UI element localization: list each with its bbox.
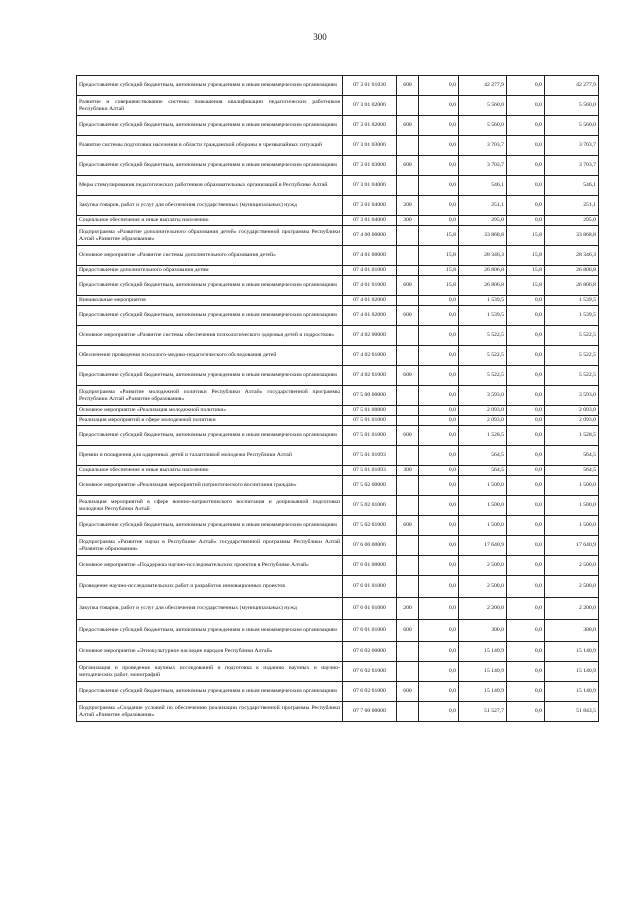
- row-value-1-cell: 0,0: [419, 156, 459, 176]
- row-value-1-cell: 15,8: [419, 266, 459, 276]
- table-row: [77, 416, 599, 426]
- row-code-cell: 07 3 01 03000: [343, 136, 397, 156]
- row-value-1-cell: 15,8: [419, 226, 459, 246]
- row-expense-type-cell: 600: [397, 276, 419, 296]
- row-value-3-cell: 0,0: [507, 76, 545, 96]
- row-value-2-cell: 1 500,0: [459, 516, 507, 536]
- row-value-3-cell: 0,0: [507, 416, 545, 426]
- row-value-3-cell: 0,0: [507, 516, 545, 536]
- row-name-cell: Предоставление субсидий бюджетным, автономным учреждениям и иным некоммерческим организациям: [77, 620, 343, 642]
- row-name-cell: Проведение научно-исследовательских работ и разработок инновационных проектов: [77, 576, 343, 598]
- row-value-4-cell: 3 593,0: [545, 386, 599, 406]
- row-value-4-cell: 17 640,9: [545, 536, 599, 556]
- row-value-3-cell: 0,0: [507, 642, 545, 662]
- row-value-3-cell: 0,0: [507, 386, 545, 406]
- row-value-4-cell: 1 500,0: [545, 476, 599, 496]
- table-row: [77, 446, 599, 466]
- table-row: [77, 136, 599, 156]
- row-value-1-cell: 0,0: [419, 576, 459, 598]
- row-expense-type-cell: [397, 136, 419, 156]
- row-expense-type-cell: 200: [397, 196, 419, 216]
- table-row: [77, 476, 599, 496]
- row-value-2-cell: 1 528,5: [459, 426, 507, 446]
- row-value-2-cell: 51 527,7: [459, 702, 507, 722]
- table-row: [77, 662, 599, 682]
- row-expense-type-cell: [397, 446, 419, 466]
- row-value-4-cell: 3 703,7: [545, 136, 599, 156]
- row-value-2-cell: 564,5: [459, 446, 507, 466]
- row-value-1-cell: 0,0: [419, 598, 459, 620]
- row-expense-type-cell: [397, 476, 419, 496]
- row-name-cell: Развитие и совершенствование системы повышения квалификации педагогических работников Республики Алтай: [77, 96, 343, 116]
- row-name-cell: Основное мероприятие «Реализация мероприятий патриотического воспитания граждан»: [77, 476, 343, 496]
- row-value-3-cell: 0,0: [507, 620, 545, 642]
- row-value-4-cell: 2 093,0: [545, 416, 599, 426]
- row-value-1-cell: 0,0: [419, 476, 459, 496]
- row-value-1-cell: 0,0: [419, 406, 459, 416]
- row-expense-type-cell: 600: [397, 76, 419, 96]
- row-value-2-cell: 28 346,3: [459, 246, 507, 266]
- row-value-3-cell: 0,0: [507, 96, 545, 116]
- row-expense-type-cell: 600: [397, 366, 419, 386]
- row-value-4-cell: 295,0: [545, 216, 599, 226]
- row-name-cell: Основное мероприятие «Развитие системы обеспечения психологического здоровья детей и подростков»: [77, 326, 343, 346]
- row-value-2-cell: 564,5: [459, 466, 507, 476]
- row-expense-type-cell: [397, 346, 419, 366]
- row-value-3-cell: 0,0: [507, 576, 545, 598]
- row-value-3-cell: 0,0: [507, 406, 545, 416]
- row-name-cell: Обеспечение проведения психолого-медико-педагогического обследования детей: [77, 346, 343, 366]
- row-value-2-cell: 3 703,7: [459, 136, 507, 156]
- table-row: [77, 306, 599, 326]
- row-value-4-cell: 1 528,5: [545, 426, 599, 446]
- row-name-cell: Внешкольные мероприятия: [77, 296, 343, 306]
- row-value-4-cell: 15 140,9: [545, 662, 599, 682]
- row-value-3-cell: 0,0: [507, 702, 545, 722]
- row-expense-type-cell: [397, 296, 419, 306]
- table-row: [77, 386, 599, 406]
- row-value-3-cell: 0,0: [507, 366, 545, 386]
- row-value-1-cell: 0,0: [419, 346, 459, 366]
- row-value-3-cell: 0,0: [507, 326, 545, 346]
- row-value-4-cell: 251,1: [545, 196, 599, 216]
- row-value-1-cell: 0,0: [419, 306, 459, 326]
- row-value-2-cell: 546,1: [459, 176, 507, 196]
- row-value-3-cell: 0,0: [507, 196, 545, 216]
- row-expense-type-cell: 600: [397, 306, 419, 326]
- row-expense-type-cell: [397, 386, 419, 406]
- row-expense-type-cell: 600: [397, 682, 419, 702]
- row-code-cell: 07 3 01 03000: [343, 156, 397, 176]
- row-value-3-cell: 15,8: [507, 246, 545, 266]
- row-expense-type-cell: [397, 226, 419, 246]
- table-row: [77, 702, 599, 722]
- row-name-cell: Основное мероприятие «Этнокультурное наследие народов Республики Алтай»: [77, 642, 343, 662]
- row-code-cell: 07 3 01 02000: [343, 96, 397, 116]
- row-value-2-cell: 17 640,9: [459, 536, 507, 556]
- table-row: [77, 196, 599, 216]
- table-row: [77, 76, 599, 96]
- row-value-1-cell: 0,0: [419, 446, 459, 466]
- row-expense-type-cell: [397, 96, 419, 116]
- row-value-2-cell: 26 806,8: [459, 276, 507, 296]
- row-value-4-cell: 5 560,0: [545, 96, 599, 116]
- row-value-4-cell: 1 500,0: [545, 496, 599, 516]
- row-value-3-cell: 0,0: [507, 306, 545, 326]
- row-value-1-cell: 0,0: [419, 682, 459, 702]
- row-code-cell: 07 6 02 01000: [343, 682, 397, 702]
- row-code-cell: 07 4 00 00000: [343, 226, 397, 246]
- row-value-4-cell: 564,5: [545, 466, 599, 476]
- row-code-cell: 07 4 02 01000: [343, 346, 397, 366]
- table-row: [77, 326, 599, 346]
- row-value-1-cell: 0,0: [419, 556, 459, 576]
- row-expense-type-cell: [397, 266, 419, 276]
- row-expense-type-cell: 600: [397, 620, 419, 642]
- row-value-4-cell: 2 500,0: [545, 576, 599, 598]
- row-expense-type-cell: [397, 416, 419, 426]
- table-row: [77, 216, 599, 226]
- row-value-1-cell: 0,0: [419, 176, 459, 196]
- table-row: [77, 426, 599, 446]
- row-expense-type-cell: [397, 536, 419, 556]
- row-code-cell: 07 7 00 00000: [343, 702, 397, 722]
- row-value-3-cell: 0,0: [507, 476, 545, 496]
- table-row: [77, 620, 599, 642]
- row-expense-type-cell: 600: [397, 426, 419, 446]
- row-value-3-cell: 0,0: [507, 536, 545, 556]
- row-value-2-cell: 26 806,8: [459, 266, 507, 276]
- row-value-1-cell: 0,0: [419, 662, 459, 682]
- row-expense-type-cell: [397, 406, 419, 416]
- row-value-3-cell: 0,0: [507, 556, 545, 576]
- row-value-2-cell: 251,1: [459, 196, 507, 216]
- row-value-4-cell: 564,5: [545, 446, 599, 466]
- row-value-1-cell: 0,0: [419, 620, 459, 642]
- table-row: [77, 96, 599, 116]
- row-name-cell: Основное мероприятие «Развитие системы дополнительного образования детей»: [77, 246, 343, 266]
- row-value-1-cell: 15,8: [419, 276, 459, 296]
- row-value-2-cell: 1 539,5: [459, 306, 507, 326]
- row-expense-type-cell: 600: [397, 516, 419, 536]
- row-value-1-cell: 0,0: [419, 196, 459, 216]
- row-value-3-cell: 15,8: [507, 226, 545, 246]
- row-name-cell: Закупка товаров, работ и услуг для обеспечения государственных (муниципальных) нужд: [77, 196, 343, 216]
- row-value-1-cell: 15,8: [419, 246, 459, 266]
- row-code-cell: 07 6 02 01000: [343, 662, 397, 682]
- row-name-cell: Предоставление субсидий бюджетным, автономным учреждениям и иным некоммерческим организациям: [77, 516, 343, 536]
- row-value-4-cell: 5 522,5: [545, 326, 599, 346]
- row-value-1-cell: 0,0: [419, 76, 459, 96]
- budget-table-body: [77, 76, 599, 722]
- row-expense-type-cell: [397, 326, 419, 346]
- row-name-cell: Подпрограмма «Создание условий по обеспечению реализации государственной программы Республики Алтай «Развитие образования»: [77, 702, 343, 722]
- row-value-4-cell: 2 093,0: [545, 406, 599, 416]
- row-name-cell: Основное мероприятие «Реализация молодежной политики»: [77, 406, 343, 416]
- row-value-1-cell: 0,0: [419, 702, 459, 722]
- row-value-4-cell: 42 277,9: [545, 76, 599, 96]
- row-value-2-cell: 5 522,5: [459, 366, 507, 386]
- row-code-cell: 07 3 01 04000: [343, 216, 397, 226]
- row-value-1-cell: 0,0: [419, 642, 459, 662]
- row-expense-type-cell: 600: [397, 116, 419, 136]
- row-value-4-cell: 15 140,9: [545, 682, 599, 702]
- row-expense-type-cell: [397, 576, 419, 598]
- row-value-3-cell: 0,0: [507, 466, 545, 476]
- row-value-1-cell: 0,0: [419, 326, 459, 346]
- row-value-2-cell: 2 200,0: [459, 598, 507, 620]
- row-value-1-cell: 0,0: [419, 386, 459, 406]
- row-value-1-cell: 0,0: [419, 96, 459, 116]
- row-value-2-cell: 5 560,0: [459, 116, 507, 136]
- row-code-cell: 07 5 00 00000: [343, 386, 397, 406]
- row-code-cell: 07 5 01 01000: [343, 426, 397, 446]
- table-row: [77, 466, 599, 476]
- row-value-3-cell: 0,0: [507, 136, 545, 156]
- row-expense-type-cell: [397, 662, 419, 682]
- row-value-4-cell: 1 539,5: [545, 296, 599, 306]
- row-value-2-cell: 300,0: [459, 620, 507, 642]
- row-value-4-cell: 300,0: [545, 620, 599, 642]
- row-name-cell: Организация и проведение научных исследований и подготовка к изданию научных и научно-методических работ, монографий: [77, 662, 343, 682]
- row-value-4-cell: 1 500,0: [545, 516, 599, 536]
- row-value-4-cell: 5 560,0: [545, 116, 599, 136]
- row-value-1-cell: 0,0: [419, 466, 459, 476]
- row-value-1-cell: 0,0: [419, 296, 459, 306]
- row-value-3-cell: 0,0: [507, 176, 545, 196]
- row-code-cell: 07 6 01 01000: [343, 598, 397, 620]
- row-code-cell: 07 4 01 01000: [343, 266, 397, 276]
- row-name-cell: Социальное обеспечение и иные выплаты населению: [77, 216, 343, 226]
- table-row: [77, 366, 599, 386]
- row-code-cell: 07 3 01 02000: [343, 116, 397, 136]
- row-value-2-cell: 1 500,0: [459, 476, 507, 496]
- table-row: [77, 516, 599, 536]
- row-code-cell: 07 5 01 00000: [343, 406, 397, 416]
- row-expense-type-cell: 600: [397, 156, 419, 176]
- row-value-3-cell: 0,0: [507, 156, 545, 176]
- row-value-3-cell: 15,8: [507, 276, 545, 296]
- row-expense-type-cell: 300: [397, 216, 419, 226]
- row-value-2-cell: 3 703,7: [459, 156, 507, 176]
- table-row: [77, 536, 599, 556]
- row-code-cell: 07 6 00 00000: [343, 536, 397, 556]
- row-name-cell: Подпрограмма «Развитие науки в Республике Алтай» государственной программы Республики Алтай «Развитие образования»: [77, 536, 343, 556]
- row-name-cell: Реализация мероприятий в сфере военно-патриотического воспитания и допризывной подготовки молодежи Республики Алтай: [77, 496, 343, 516]
- row-value-2-cell: 1 539,5: [459, 296, 507, 306]
- row-code-cell: 07 4 02 01000: [343, 366, 397, 386]
- row-expense-type-cell: [397, 176, 419, 196]
- row-value-2-cell: 2 093,0: [459, 416, 507, 426]
- row-expense-type-cell: [397, 496, 419, 516]
- row-name-cell: Реализация мероприятий в сфере молодежной политики: [77, 416, 343, 426]
- row-value-4-cell: 2 500,0: [545, 556, 599, 576]
- row-code-cell: 07 4 01 00000: [343, 246, 397, 266]
- row-code-cell: 07 5 02 01000: [343, 496, 397, 516]
- row-value-2-cell: 15 140,9: [459, 662, 507, 682]
- row-name-cell: Предоставление субсидий бюджетным, автономным учреждениям и иным некоммерческим организациям: [77, 426, 343, 446]
- row-value-4-cell: 546,1: [545, 176, 599, 196]
- row-value-1-cell: 0,0: [419, 536, 459, 556]
- row-expense-type-cell: [397, 246, 419, 266]
- row-value-2-cell: 2 500,0: [459, 576, 507, 598]
- row-code-cell: 07 3 01 01030: [343, 76, 397, 96]
- table-row: [77, 642, 599, 662]
- row-name-cell: Предоставление субсидий бюджетным, автономным учреждениям и иным некоммерческим организациям: [77, 156, 343, 176]
- row-value-3-cell: 0,0: [507, 682, 545, 702]
- row-expense-type-cell: [397, 642, 419, 662]
- table-row: [77, 296, 599, 306]
- row-code-cell: 07 4 01 02000: [343, 296, 397, 306]
- row-value-2-cell: 42 277,9: [459, 76, 507, 96]
- row-value-1-cell: 0,0: [419, 366, 459, 386]
- row-code-cell: 07 4 02 00000: [343, 326, 397, 346]
- row-value-2-cell: 3 593,0: [459, 386, 507, 406]
- row-name-cell: Предоставление субсидий бюджетным, автономным учреждениям и иным некоммерческим организациям: [77, 276, 343, 296]
- row-value-3-cell: 0,0: [507, 116, 545, 136]
- row-expense-type-cell: 300: [397, 466, 419, 476]
- row-value-3-cell: 0,0: [507, 426, 545, 446]
- row-value-1-cell: 0,0: [419, 516, 459, 536]
- row-value-2-cell: 5 522,5: [459, 346, 507, 366]
- row-name-cell: Подпрограмма «Развитие молодежной политики Республики Алтай» государственной программы Республики Алтай «Развитие образования»: [77, 386, 343, 406]
- table-row: [77, 176, 599, 196]
- row-name-cell: Закупка товаров, работ и услуг для обеспечения государственных (муниципальных) нужд: [77, 598, 343, 620]
- row-name-cell: Предоставление дополнительного образования детям: [77, 266, 343, 276]
- row-code-cell: 07 5 02 00000: [343, 476, 397, 496]
- page-number: 300: [313, 32, 327, 42]
- row-code-cell: 07 6 01 00000: [343, 556, 397, 576]
- row-code-cell: 07 3 01 04000: [343, 176, 397, 196]
- table-row: [77, 682, 599, 702]
- row-value-2-cell: 1 500,0: [459, 496, 507, 516]
- row-value-4-cell: 33 868,8: [545, 226, 599, 246]
- table-row: [77, 576, 599, 598]
- row-value-4-cell: 5 522,5: [545, 366, 599, 386]
- row-code-cell: 07 6 02 00000: [343, 642, 397, 662]
- row-value-2-cell: 15 140,9: [459, 642, 507, 662]
- table-row: [77, 276, 599, 296]
- row-value-2-cell: 5 522,5: [459, 326, 507, 346]
- table-row: [77, 496, 599, 516]
- row-name-cell: Предоставление субсидий бюджетным, автономным учреждениям и иным некоммерческим организациям: [77, 366, 343, 386]
- row-value-3-cell: 0,0: [507, 446, 545, 466]
- row-name-cell: Предоставление субсидий бюджетным, автономным учреждениям и иным некоммерческим организациям: [77, 76, 343, 96]
- row-code-cell: 07 5 02 01000: [343, 516, 397, 536]
- row-name-cell: Премии и поощрения для одаренных детей и талантливой молодежи Республики Алтай: [77, 446, 343, 466]
- row-value-4-cell: 51 843,5: [545, 702, 599, 722]
- row-code-cell: 07 5 01 01000: [343, 416, 397, 426]
- table-row: [77, 406, 599, 416]
- row-value-1-cell: 0,0: [419, 136, 459, 156]
- row-value-4-cell: 26 806,8: [545, 266, 599, 276]
- row-value-3-cell: 0,0: [507, 296, 545, 306]
- row-code-cell: 07 6 01 01000: [343, 576, 397, 598]
- row-value-3-cell: 15,8: [507, 266, 545, 276]
- table-row: [77, 156, 599, 176]
- row-value-3-cell: 0,0: [507, 216, 545, 226]
- table-row: [77, 266, 599, 276]
- row-name-cell: Развитие системы подготовки населения в области гражданской обороны и чрезвычайных ситуаций: [77, 136, 343, 156]
- row-expense-type-cell: [397, 556, 419, 576]
- row-value-4-cell: 15 140,9: [545, 642, 599, 662]
- table-row: [77, 346, 599, 366]
- row-value-2-cell: 2 093,0: [459, 406, 507, 416]
- table-row: [77, 116, 599, 136]
- row-code-cell: 07 5 01 01093: [343, 446, 397, 466]
- row-code-cell: 07 3 01 04000: [343, 196, 397, 216]
- row-value-3-cell: 0,0: [507, 346, 545, 366]
- row-name-cell: Предоставление субсидий бюджетным, автономным учреждениям и иным некоммерческим организациям: [77, 306, 343, 326]
- table-row: [77, 246, 599, 266]
- row-value-4-cell: 28 346,3: [545, 246, 599, 266]
- row-name-cell: Подпрограмма «Развитие дополнительного образования детей» государственной программы Республики Алтай «Развитие образования»: [77, 226, 343, 246]
- row-value-2-cell: 2 500,0: [459, 556, 507, 576]
- row-value-3-cell: 0,0: [507, 598, 545, 620]
- table-row: [77, 556, 599, 576]
- row-value-1-cell: 0,0: [419, 116, 459, 136]
- row-value-2-cell: 33 868,8: [459, 226, 507, 246]
- row-value-4-cell: 5 522,5: [545, 346, 599, 366]
- budget-table: [76, 75, 599, 722]
- row-name-cell: Предоставление субсидий бюджетным, автономным учреждениям и иным некоммерческим организациям: [77, 682, 343, 702]
- row-value-4-cell: 2 200,0: [545, 598, 599, 620]
- row-value-1-cell: 0,0: [419, 216, 459, 226]
- row-code-cell: 07 6 01 01000: [343, 620, 397, 642]
- table-row: [77, 598, 599, 620]
- row-value-2-cell: 5 560,0: [459, 96, 507, 116]
- row-value-3-cell: 0,0: [507, 662, 545, 682]
- row-expense-type-cell: [397, 702, 419, 722]
- row-value-1-cell: 0,0: [419, 496, 459, 516]
- row-value-4-cell: 26 806,8: [545, 276, 599, 296]
- row-value-1-cell: 0,0: [419, 426, 459, 446]
- row-name-cell: Предоставление субсидий бюджетным, автономным учреждениям и иным некоммерческим организациям: [77, 116, 343, 136]
- row-code-cell: 07 4 01 02000: [343, 306, 397, 326]
- row-name-cell: Основное мероприятие «Поддержка научно-исследовательских проектов в Республике Алтай»: [77, 556, 343, 576]
- row-expense-type-cell: 200: [397, 598, 419, 620]
- row-name-cell: Меры стимулирования педагогических работников образовательных организаций в Республике Алтай: [77, 176, 343, 196]
- row-value-1-cell: 0,0: [419, 416, 459, 426]
- row-code-cell: 07 5 01 01093: [343, 466, 397, 476]
- row-value-2-cell: 15 140,9: [459, 682, 507, 702]
- row-code-cell: 07 4 01 01000: [343, 276, 397, 296]
- row-value-4-cell: 3 703,7: [545, 156, 599, 176]
- row-name-cell: Социальное обеспечение и иные выплаты населению: [77, 466, 343, 476]
- table-row: [77, 226, 599, 246]
- row-value-2-cell: 295,0: [459, 216, 507, 226]
- row-value-3-cell: 0,0: [507, 496, 545, 516]
- row-value-4-cell: 1 539,5: [545, 306, 599, 326]
